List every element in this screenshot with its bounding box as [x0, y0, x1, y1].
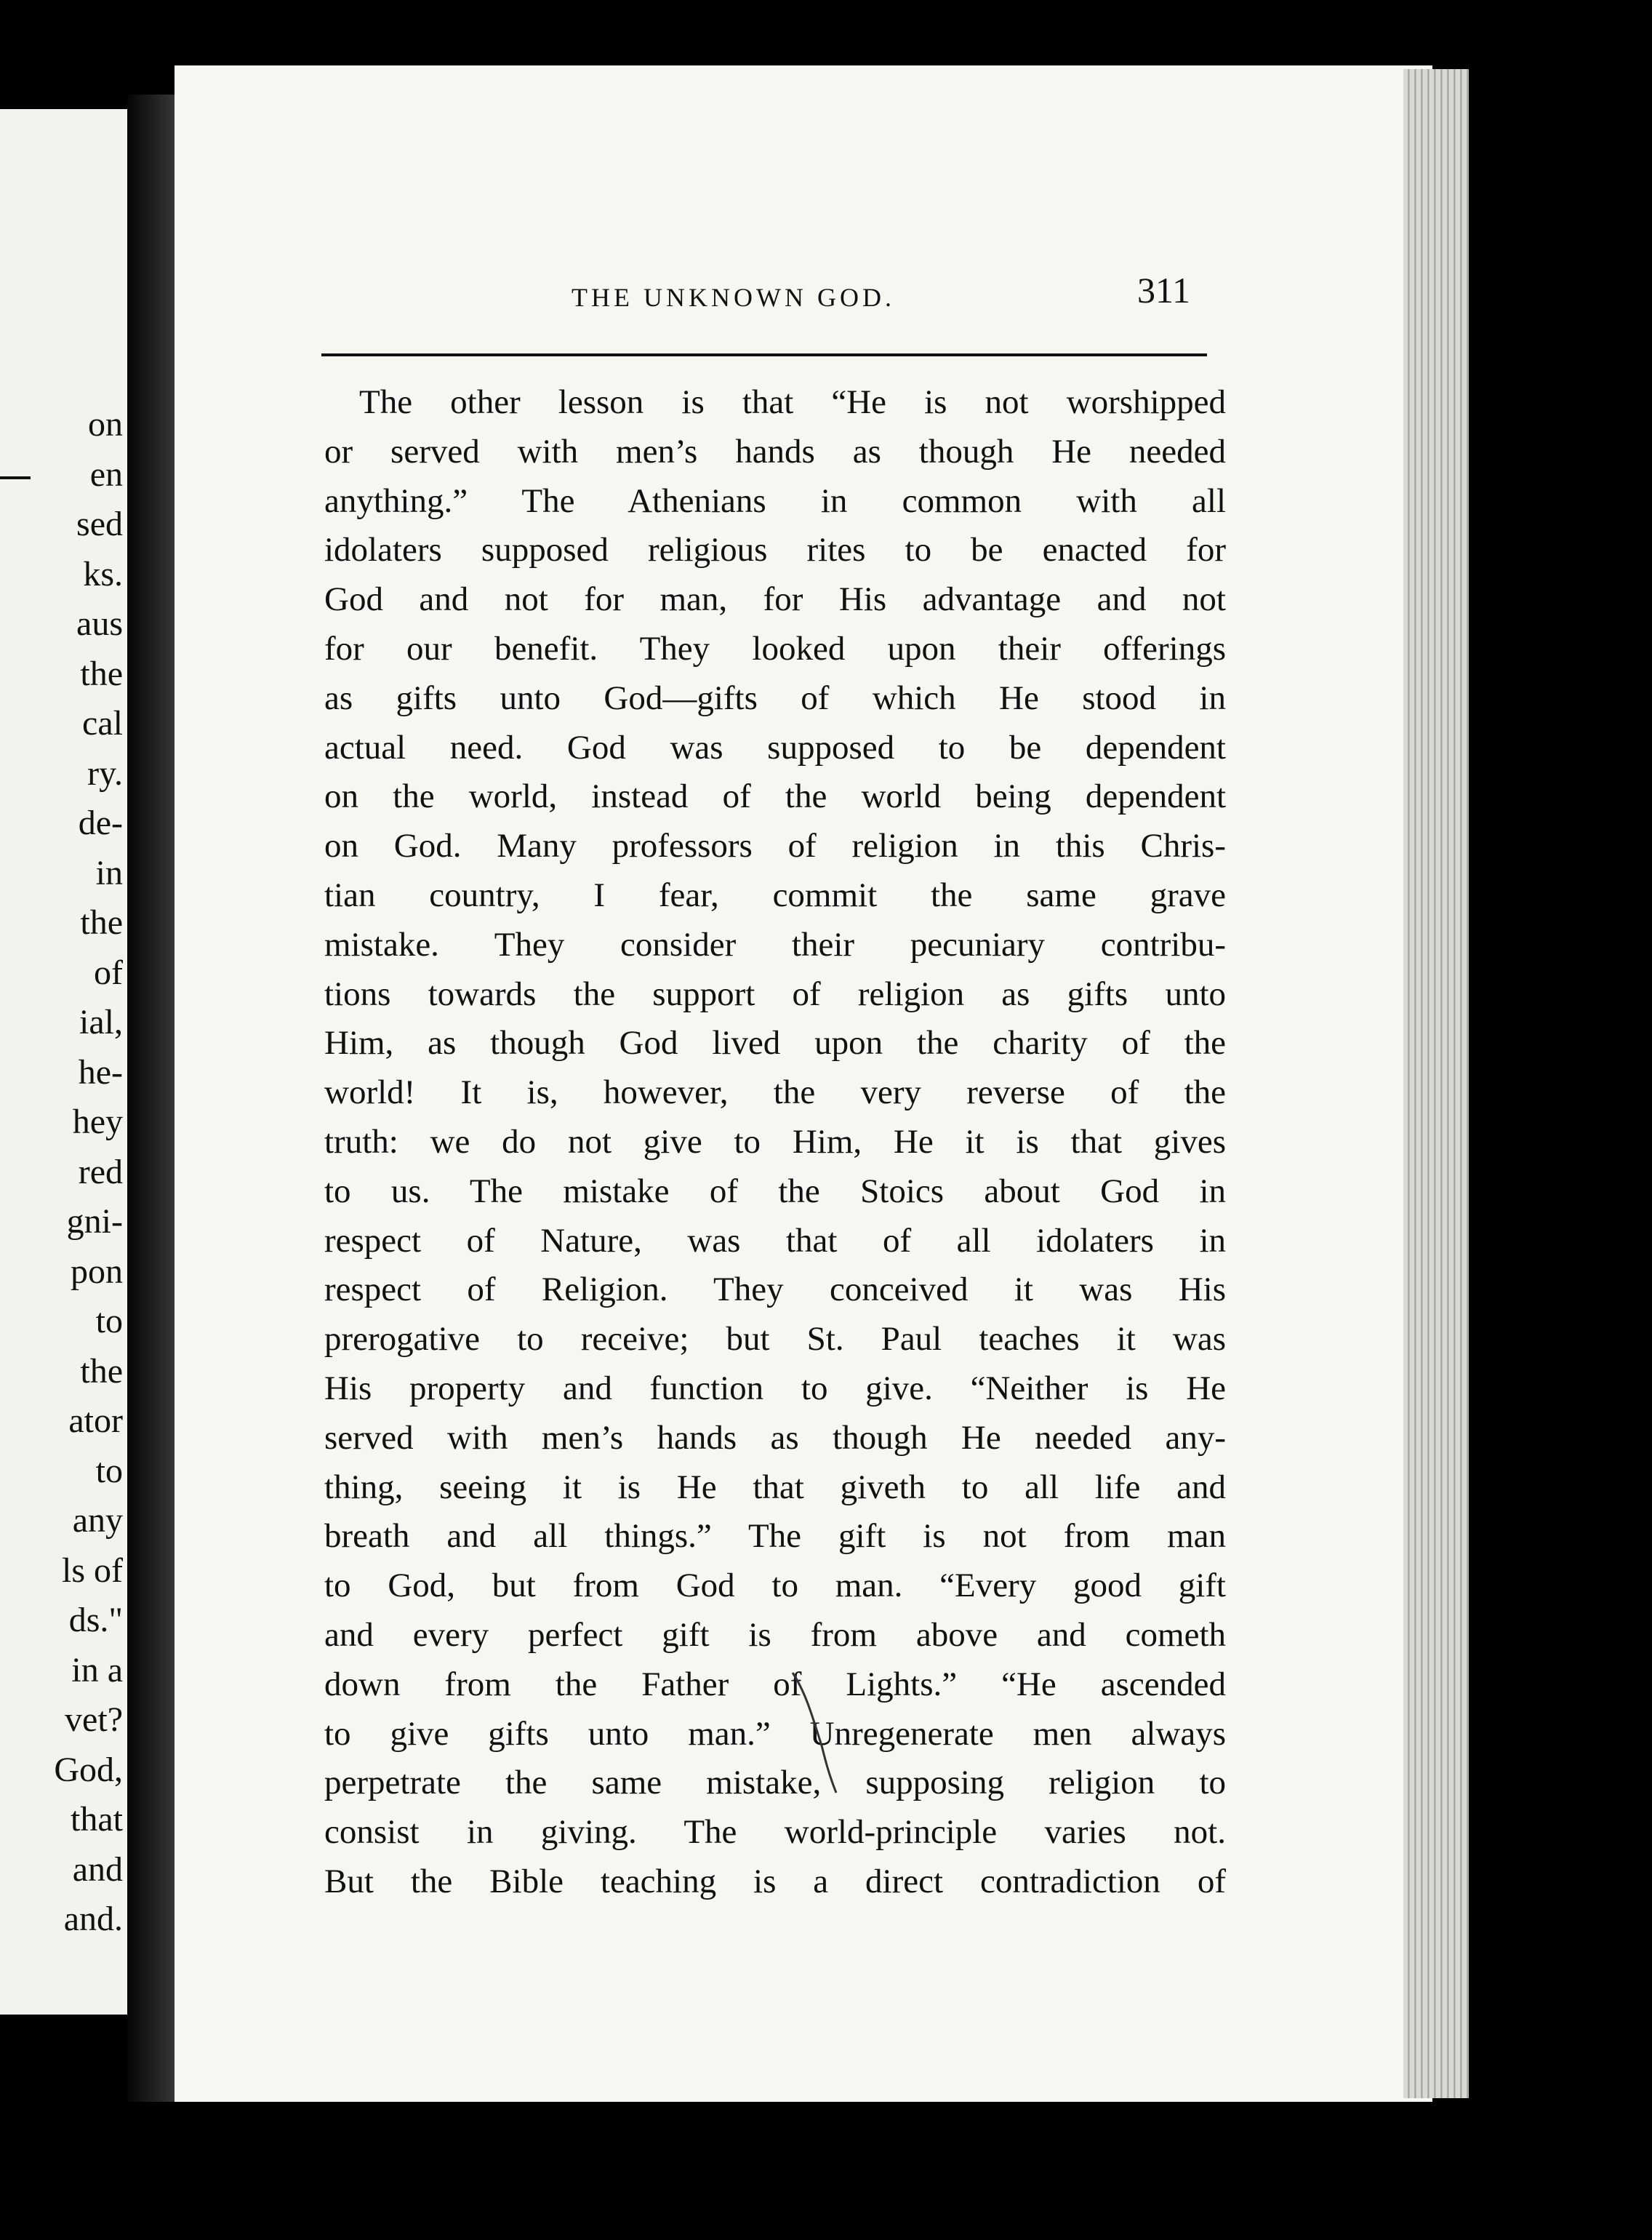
text-line: and every perfect gift is from above and cometh [324, 1615, 1226, 1654]
text-line: consist in giving. The world-principle varies not. [324, 1813, 1226, 1852]
text-line: respect of Nature, was that of all idolaters in [324, 1221, 1226, 1260]
facing-page-fragment: and [72, 1849, 123, 1889]
facing-page-fragment: ds." [68, 1601, 123, 1639]
facing-page-fragment: ator [68, 1401, 123, 1440]
facing-page [0, 109, 127, 2015]
text-line: to us. The mistake of the Stoics about God in [324, 1172, 1226, 1210]
facing-page-fragment: ry. [87, 753, 123, 793]
text-line: world! It is, however, the very reverse of the [324, 1073, 1226, 1112]
text-line: tions towards the support of religion as gifts unto [324, 975, 1226, 1013]
book-gutter [127, 95, 178, 2102]
text-line: on the world, instead of the world being dependent [324, 777, 1226, 816]
text-line: down from the Father of Lights.” “He ascended [324, 1665, 1226, 1703]
facing-page-fragment: God, [54, 1750, 123, 1789]
text-line: to God, but from God to man. “Every good gift [324, 1567, 1226, 1605]
facing-page-fragment: and. [63, 1900, 123, 1938]
text-line: for our benefit. They looked upon their offerings [324, 629, 1226, 668]
facing-page-fragment: pon [71, 1252, 123, 1291]
facing-page-fragment: to [95, 1451, 123, 1490]
facing-page-fragment: in [95, 853, 123, 892]
facing-page-fragment: ial, [79, 1003, 123, 1041]
text-line: But the Bible teaching is a direct contradiction of [324, 1862, 1226, 1900]
pencil-mark [785, 1665, 843, 1796]
facing-page-fragment: to [95, 1302, 123, 1340]
page-edges [1403, 69, 1469, 2098]
facing-page-fragment: in a [71, 1650, 123, 1689]
text-line: on God. Many professors of religion in this Chris- [324, 827, 1226, 865]
facing-page-fragment: any [72, 1501, 123, 1540]
text-line: His property and function to give. “Neither is He [324, 1369, 1226, 1407]
facing-page-fragment: that [71, 1800, 123, 1839]
facing-page-fragment: gni- [66, 1202, 123, 1241]
text-line: The other lesson is that “He is not worshipped [359, 383, 1226, 421]
text-line: to give gifts unto man.” Unregenerate men always [324, 1714, 1226, 1753]
text-line: idolaters supposed religious rites to be enacted for [324, 531, 1226, 569]
facing-page-text [54, 400, 123, 1945]
text-line: actual need. God was supposed to be dependent [324, 728, 1226, 767]
text-line: prerogative to receive; but St. Paul teaches it was [324, 1320, 1226, 1359]
text-line: God and not for man, for His advantage and not [324, 580, 1226, 619]
facing-page-fragment: cal [82, 704, 123, 743]
facing-page-fragment: the [80, 654, 123, 693]
text-line: mistake. They consider their pecuniary contribu- [324, 925, 1226, 964]
text-line: or served with men’s hands as though He needed [324, 432, 1226, 471]
facing-page-fragment: en [89, 455, 123, 494]
body-text [324, 378, 1226, 1907]
facing-page-fragment: vet? [65, 1700, 123, 1739]
facing-page-fragment: the [80, 1351, 123, 1391]
text-line: respect of Religion. They conceived it was His [324, 1271, 1226, 1309]
facing-page-fragment: red [78, 1152, 123, 1191]
header-rule [321, 353, 1207, 356]
facing-page-fragment: on [88, 405, 123, 444]
text-line: perpetrate the same mistake, supposing religion to [324, 1764, 1226, 1802]
facing-page-fragment: de- [78, 804, 123, 842]
facing-page-fragment: of [94, 953, 123, 992]
text-line: thing, seeing it is He that giveth to all life and [324, 1468, 1226, 1506]
facing-page-fragment: ls of [62, 1551, 123, 1590]
facing-page-fragment: aus [76, 604, 123, 643]
running-head: THE UNKNOWN GOD. [572, 283, 895, 312]
facing-page-fragment: he- [78, 1052, 123, 1092]
text-line: served with men’s hands as though He needed any- [324, 1418, 1226, 1457]
page-number: 311 [1137, 270, 1191, 311]
text-line: truth: we do not give to Him, He it is that gives [324, 1122, 1226, 1161]
facing-page-fragment: sed [76, 505, 123, 543]
text-line: anything.” The Athenians in common with all [324, 481, 1226, 520]
facing-page-fragment: ks. [83, 554, 123, 593]
facing-page-fragment: the [80, 903, 123, 942]
facing-page-fragment: hey [72, 1103, 123, 1141]
text-line: tian country, I fear, commit the same grave [324, 876, 1226, 914]
facing-page-rule [0, 476, 31, 479]
text-line: Him, as though God lived upon the charity of the [324, 1024, 1226, 1063]
text-line: as gifts unto God—gifts of which He stood in [324, 679, 1226, 717]
text-line: breath and all things.” The gift is not from man [324, 1517, 1226, 1556]
